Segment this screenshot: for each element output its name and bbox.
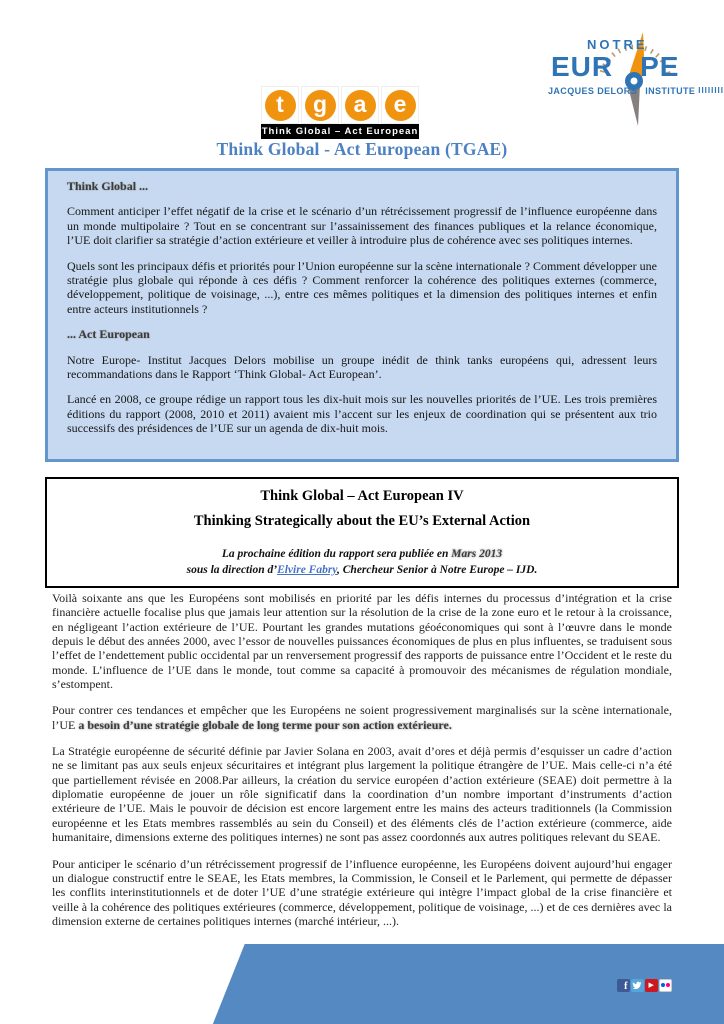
social-links — [617, 979, 672, 992]
report-box — [45, 477, 679, 588]
body-paragraph-2: Pour contrer ces tendances et empêcher que les Européens ne soient progressivement marginalisés sur la scène internationale, l’UE a besoin d’une stratégie globale de long terme pour son action extérieure. — [52, 703, 672, 732]
tgae-letter-tiles — [261, 86, 419, 124]
page-title: Think Global - Act European (TGAE) — [216, 139, 508, 159]
body-paragraph-1: Voilà soixante ans que les Européens sont mobilisés en priorité par les défis internes du processus d’intégration et la crise financière actuelle focalise plus que jamais leur attention sur la résolution de la crise de la zone euro et le retour à la croissance, en négligeant l’action extérieure de l’UE. Pourtant les grandes mutations géoéconomiques qui sont à l’œuvre dans le monde depuis le début des années 2000, avec l’essor de nouvelles puissances économiques de plus en plus influentes, se traduisent sous l’effet de l’endettement public occidental par un renversement progressif des rapports de puissance entre l’Occident et le reste du monde. L’influence de l’UE dans le monde, tout comme sa capacité à promouvoir des mécanismes de régulation mondiale, s’estompent. — [52, 591, 672, 692]
report-title-line2: Thinking Strategically about the EU’s External Action — [193, 513, 531, 529]
elvire-fabry-link[interactable]: Elvire Fabry — [277, 564, 338, 576]
footer-band — [0, 944, 724, 1024]
tgae-banner: Think Global – Act European — [261, 126, 419, 137]
body-paragraph-3: La Stratégie européenne de sécurité définie par Javier Solana en 2003, avait d’ores et déjà permis d’esquisser un cadre d’action ne se limitant pas aux seuls enjeux sécuritaires et intégrant plus largement la politique étrangère de l’UE. Mais celle-ci n’a été que partiellement révisée en 2008.Par ailleurs, la création du service européen d’action extérieure (SEAE) doit permettre à la diplomatie européenne de jouer un rôle significatif dans la coordination d’un nombre important d’instruments d’action extérieure de l’UE. Mais le pouvoir de décision est encore largement entre les mains des acteurs traditionnels (la Commission européenne et les Etats membres rassemblés au sein du Conseil) et des éléments clés de l’action extérieure (commerce, aide humanitaire, dimensions externe des politiques internes) ne sont pas assez coordonnés aux autres politiques relevant du SEAE. — [52, 744, 672, 845]
intro-box — [45, 168, 679, 462]
intro-heading-think-global: Think Global ... — [67, 179, 149, 193]
intro-paragraph-1: Comment anticiper l’effet négatif de la crise et le scénario d’un rétrécissement progressif de l’influence européenne dans un monde multipolaire ? Tout en se concentrant sur l’assainissement des finances publiques et la relance économique, l’UE doit clarifier sa stratégie d’action extérieure et veiller à introduire plus de cohérence avec ses politiques internes. — [67, 204, 657, 248]
notre-europe-logo — [548, 24, 724, 116]
flickr-icon[interactable] — [659, 979, 672, 992]
strategy-highlight: a besoin d’une stratégie globale de long terme pour son action extérieure. — [78, 717, 452, 732]
publication-date: Mars 2013 — [451, 548, 503, 560]
tgae-letter-tile: a — [341, 86, 379, 124]
facebook-icon[interactable]: f — [617, 979, 630, 992]
report-title-line1: Think Global – Act European IV — [260, 488, 464, 504]
intro-paragraph-3: Notre Europe- Institut Jacques Delors mobilise un groupe inédit de think tanks européens qui, adressent leurs recommandations dans le Rapport ‘Think Global- Act European’. — [67, 352, 657, 382]
twitter-icon[interactable] — [631, 979, 644, 992]
report-subtitle: La prochaine édition du rapport sera publiée en Mars 2013 sous la direction d’Elvire Fabry, Chercheur Senior à Notre Europe – IJD. — [186, 548, 538, 576]
youtube-icon[interactable]: ▶ — [645, 979, 658, 992]
intro-paragraph-2: Quels sont les principaux défis et priorités pour l’Union européenne sur la scène internationale ? Comment développer une stratégie plus globale qui réponde à ces défis ? Comment renforcer la cohérence des politiques externes (commerce, développement, politique de voisinage, ...), entre ces mêmes politiques et la dimension des politiques internes et enfin entre acteurs institutionnels ? — [67, 258, 657, 316]
body-paragraph-4: Pour anticiper le scénario d’un rétrécissement progressif de l’influence européenne, les Européens doivent aujourd’hui engager un dialogue constructif entre le SEAE, les Etats membres, la Commission, le Conseil et le Parlement, qui permette de dépasser les conflits interinstitutionnels et de doter l’UE d’une stratégie extérieure qui intègre l’impact global de la crise financière et veille à la cohérence des politiques extérieures (commerce, développement, politique de voisinage, ...) et de ces dernières avec la dimension externe de certaines politiques internes (marché intérieur, ...). — [52, 856, 672, 928]
tgae-letter-tile: t — [261, 86, 299, 124]
tgae-logo — [261, 86, 419, 139]
tgae-letter-tile: e — [381, 86, 419, 124]
notre-label: NOTRE — [587, 37, 648, 52]
jacques-delors-institute-label: JACQUES DELORS INSTITUTE IIIIIIII — [548, 86, 724, 96]
intro-paragraph-4: Lancé en 2008, ce groupe rédige un rapport tous les dix-huit mois sur les nouvelles priorités de l’UE. Les trois premières éditions du rapport (2008, 2010 et 2011) avaient mis l’accent sur les enjeux de coordination qui se présentent aux trio successifs des présidences de l’UE sur un agenda de dix-huit mois. — [67, 392, 657, 436]
intro-heading-act-european: ... Act European — [67, 327, 150, 342]
body-text — [52, 591, 672, 940]
europe-wordmark: EUR PE — [551, 51, 680, 82]
tgae-letter-tile: g — [301, 86, 339, 124]
